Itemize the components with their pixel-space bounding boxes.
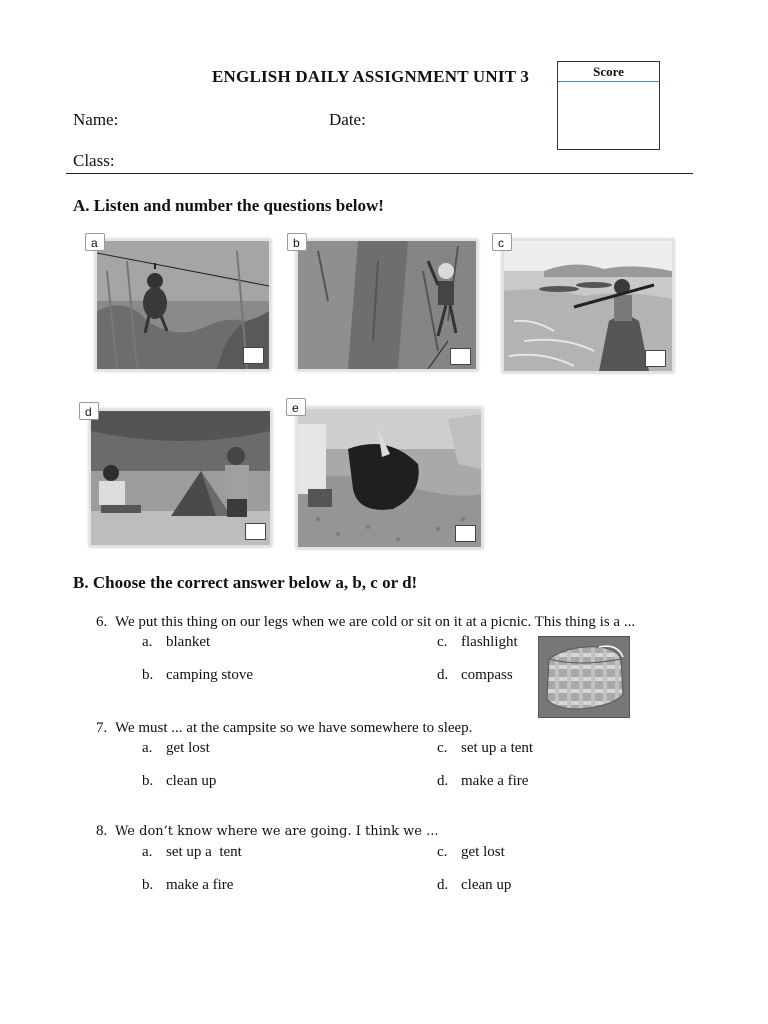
header-divider: [66, 173, 693, 174]
option-text: set up a tent: [166, 844, 242, 860]
blanket-icon: [539, 637, 629, 717]
q8-option-d[interactable]: [437, 877, 511, 894]
q7-option-d[interactable]: [437, 773, 528, 790]
question-text: We don’t know where we are going. I think we ...: [115, 824, 439, 839]
picture-b-letter: b: [287, 233, 307, 251]
page-title: ENGLISH DAILY ASSIGNMENT UNIT 3: [212, 67, 530, 86]
question-text: We must ... at the campsite so we have somewhere to sleep.: [115, 720, 473, 736]
q6-option-a[interactable]: [142, 634, 210, 651]
q8-option-a[interactable]: [142, 844, 242, 861]
picture-c-letter: c: [492, 233, 512, 251]
option-letter: c.: [437, 844, 448, 860]
option-letter: d.: [437, 877, 449, 893]
option-letter: a.: [142, 844, 153, 860]
score-box: [557, 61, 660, 150]
option-letter: a.: [142, 634, 153, 650]
camping-tent-photo: [91, 411, 270, 545]
option-text: camping stove: [166, 667, 254, 683]
option-text: make a fire: [166, 877, 234, 893]
q7-option-c[interactable]: [437, 740, 533, 757]
option-letter: d.: [437, 667, 449, 683]
option-letter: c.: [437, 740, 448, 756]
question-number: 6.: [96, 614, 108, 630]
score-label: Score: [558, 62, 659, 82]
option-text: blanket: [166, 634, 211, 650]
option-text: get lost: [166, 740, 210, 756]
option-letter: b.: [142, 877, 154, 893]
option-text: clean up: [166, 773, 217, 789]
option-text: compass: [461, 667, 513, 683]
question-number: 7.: [96, 720, 108, 736]
picture-a-letter: a: [85, 233, 105, 251]
q6-option-d[interactable]: [437, 667, 513, 684]
question-8: [96, 823, 438, 840]
question-7: [96, 720, 472, 737]
option-letter: b.: [142, 773, 154, 789]
section-a-heading: A. Listen and number the questions below!: [73, 196, 384, 215]
option-text: make a fire: [461, 773, 529, 789]
picture-e-answer-box[interactable]: [455, 525, 476, 542]
q6-option-b[interactable]: [142, 667, 253, 684]
question-6: [96, 614, 635, 631]
q7-option-b[interactable]: [142, 773, 216, 790]
picture-e-letter: e: [286, 398, 306, 416]
date-label: Date:: [329, 110, 366, 129]
picture-d-answer-box[interactable]: [245, 523, 266, 540]
name-label: Name:: [73, 110, 119, 129]
class-label: Class:: [73, 151, 115, 170]
option-text: clean up: [461, 877, 512, 893]
picture-a-answer-box[interactable]: [243, 347, 264, 364]
option-letter: d.: [437, 773, 449, 789]
q8-option-b[interactable]: [142, 877, 233, 894]
option-text: get lost: [461, 844, 505, 860]
option-text: flashlight: [461, 634, 518, 650]
picture-c-answer-box[interactable]: [645, 350, 666, 367]
question-number: 8.: [96, 823, 108, 839]
option-letter: b.: [142, 667, 154, 683]
q8-option-c[interactable]: [437, 844, 505, 861]
section-b-heading: B. Choose the correct answer below a, b, c or d!: [73, 573, 418, 592]
option-letter: a.: [142, 740, 153, 756]
option-text: set up a tent: [461, 740, 534, 756]
q6-option-c[interactable]: [437, 634, 518, 651]
picture-b-answer-box[interactable]: [450, 348, 471, 365]
question-text: We put this thing on our legs when we are cold or sit on it at a picnic. This thing is a ...: [115, 614, 636, 630]
picture-d-letter: d: [79, 402, 99, 420]
cleaning-up-trash-photo: [298, 409, 481, 547]
q7-option-a[interactable]: [142, 740, 210, 757]
folded-blanket-image: [538, 636, 630, 718]
option-letter: c.: [437, 634, 448, 650]
